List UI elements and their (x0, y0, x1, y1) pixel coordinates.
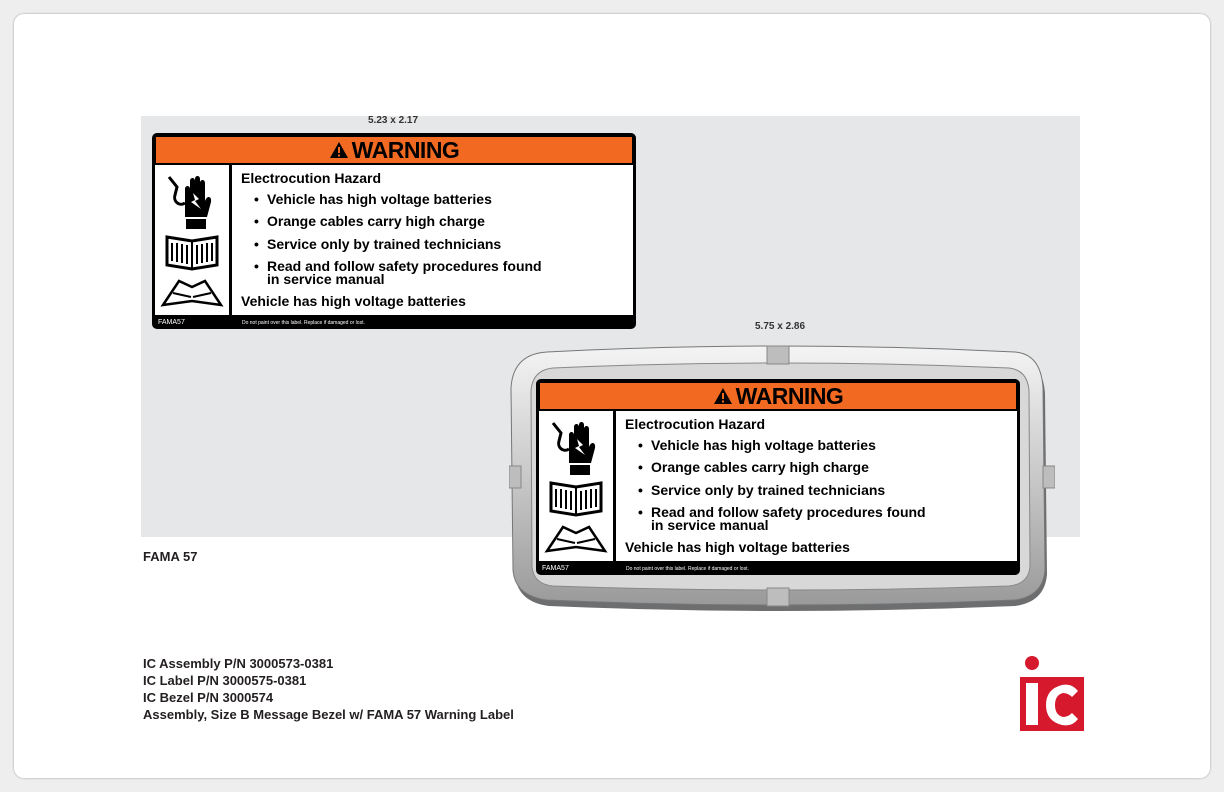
bezel-part-number: IC Bezel P/N 3000574 (143, 690, 274, 705)
electrocution-hand-icon (155, 165, 229, 315)
label-note: Do not paint over this label. Replace if damaged or lost. (626, 566, 749, 572)
warning-triangle-icon (329, 141, 349, 159)
warning-label-large (536, 379, 1020, 575)
small-label-dimension: 5.23 x 2.17 (368, 115, 419, 126)
bullet-item: • Service only by trained technicians (254, 236, 502, 252)
assembly-part-number: IC Assembly P/N 3000573-0381 (143, 656, 334, 671)
label-code: FAMA57 (158, 319, 185, 326)
bullet-item: • Read and follow safety procedures found (638, 504, 926, 520)
warning-header-text: WARNING (735, 382, 844, 409)
hazard-title: Electrocution Hazard (241, 170, 382, 186)
label-note: Do not paint over this label. Replace if damaged or lost. (242, 320, 365, 326)
assembly-description: Assembly, Size B Message Bezel w/ FAMA 57 Warning Label (143, 707, 514, 722)
bullet-item: • Read and follow safety procedures found (254, 258, 542, 274)
hazard-title: Electrocution Hazard (625, 416, 766, 432)
bullet-item: • Orange cables carry high charge (254, 213, 485, 229)
footer-text: Vehicle has high voltage batteries (241, 293, 466, 309)
ic-logo (1020, 655, 1084, 731)
warning-body (616, 411, 1017, 561)
electrocution-hand-icon (539, 411, 613, 561)
warning-label-small (152, 133, 636, 329)
icon-column (539, 411, 613, 561)
warning-header (539, 382, 1017, 410)
warning-header-text: WARNING (351, 136, 460, 163)
label-part-number: IC Label P/N 3000575-0381 (143, 673, 307, 688)
bullet-item: • Service only by trained technicians (638, 482, 886, 498)
footer-text: Vehicle has high voltage batteries (625, 539, 850, 555)
fama-caption: FAMA 57 (143, 549, 198, 564)
warning-body (232, 165, 633, 315)
bullet-item: • Vehicle has high voltage batteries (254, 191, 492, 207)
icon-column (155, 165, 229, 315)
bullet-item: • Vehicle has high voltage batteries (638, 437, 876, 453)
label-code: FAMA57 (542, 565, 569, 572)
warning-header (155, 136, 633, 164)
large-label-dimension: 5.75 x 2.86 (755, 321, 806, 332)
bullet-continuation: in service manual (267, 271, 385, 287)
bullet-continuation: in service manual (651, 517, 769, 533)
bullet-item: • Orange cables carry high charge (638, 459, 869, 475)
warning-triangle-icon (713, 387, 733, 405)
